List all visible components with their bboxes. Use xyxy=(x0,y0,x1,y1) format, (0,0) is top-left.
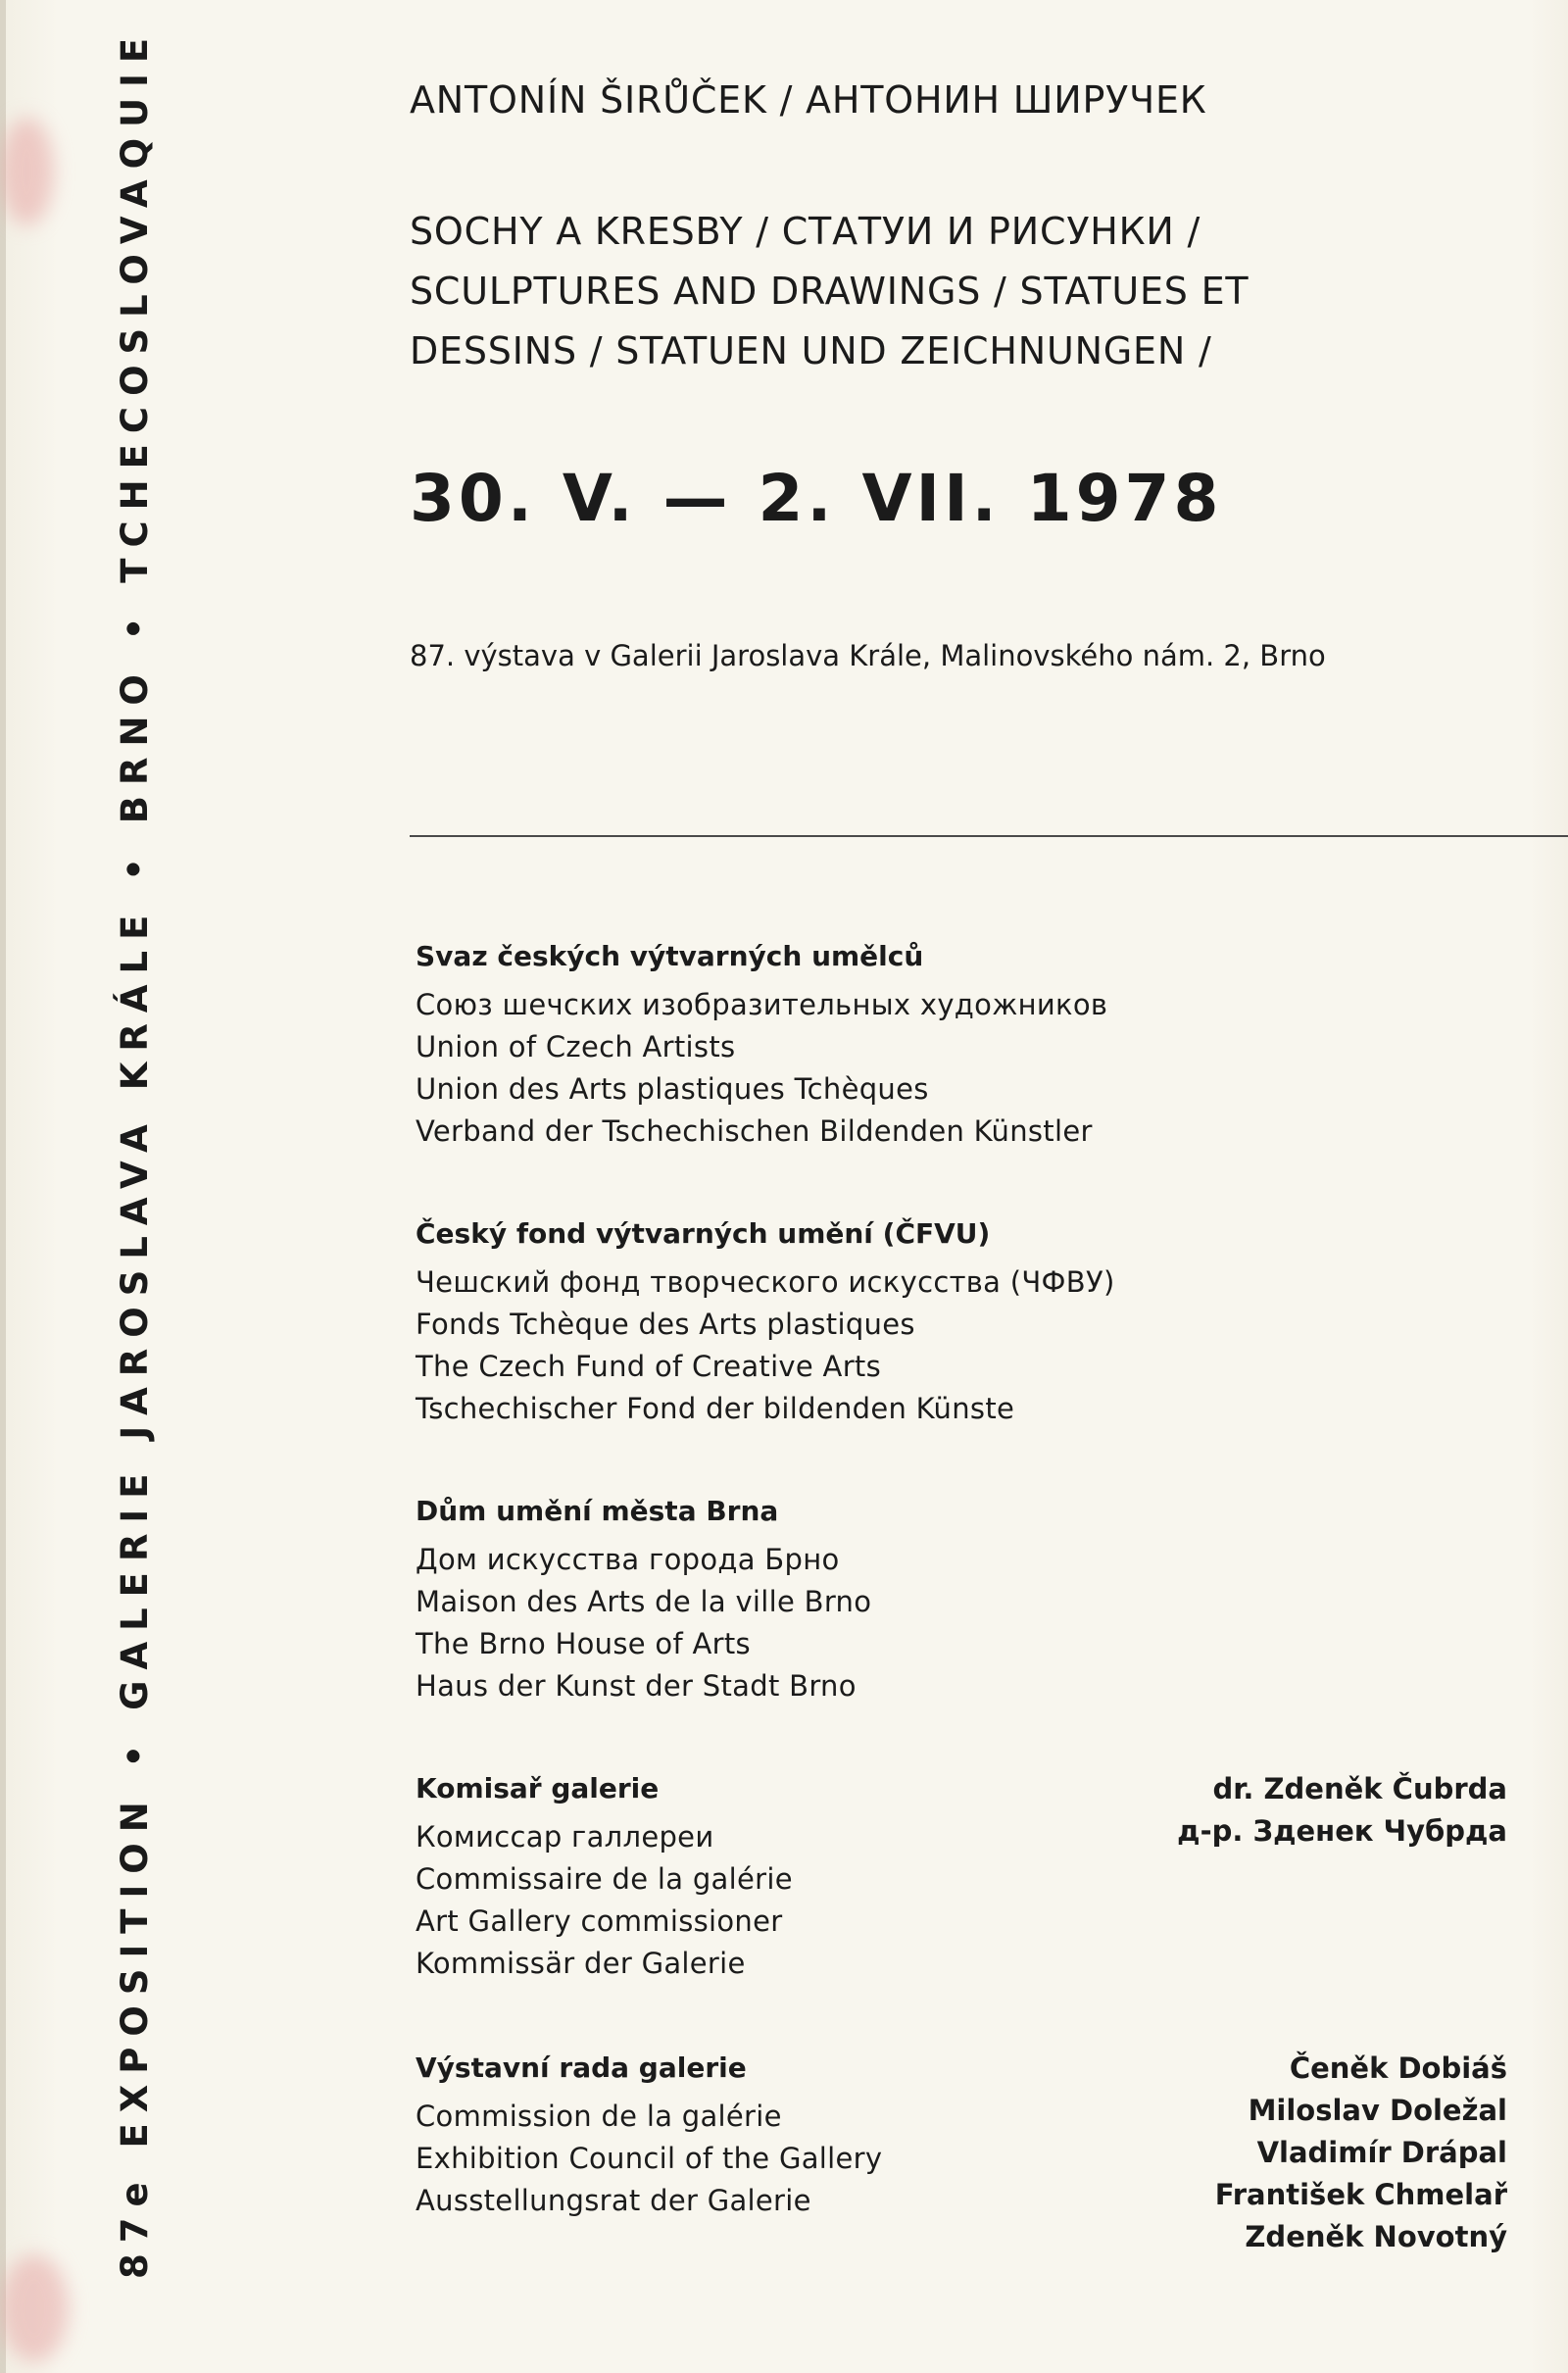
commissioner-name: dr. Zdeněk Čubrda xyxy=(1212,1772,1507,1805)
vertical-banner-text: 87e EXPOSITION • GALERIE JAROSLAVA KRÁLE • BRNO • TCHECOSLOVAQUIE xyxy=(114,26,156,2279)
organization-line: Чешский фонд творческого искусства (ЧФВУ) xyxy=(416,1265,1115,1299)
organization-line: Union des Arts plastiques Tchèques xyxy=(416,1072,929,1106)
section-divider xyxy=(410,835,1568,837)
page-edge xyxy=(0,0,6,2373)
organization-block-house xyxy=(416,1491,1435,1707)
vertical-banner xyxy=(41,26,218,2284)
exhibition-subtitle xyxy=(410,202,1448,381)
organization-title: Komisař galerie xyxy=(416,1772,660,1804)
organization-line: Verband der Tschechischen Bildenden Künstler xyxy=(416,1114,1093,1148)
organization-title: Svaz českých výtvarných umělců xyxy=(416,940,924,972)
organization-line: Maison des Arts de la ville Brno xyxy=(416,1585,872,1618)
subtitle-line-3: DESSINS / STATUEN UND ZEICHNUNGEN / xyxy=(410,329,1212,372)
artist-name: ANTONÍN ŠIRŮČEK / АНТОНИН ШИРУЧЕК xyxy=(410,78,1207,122)
council-member-name: Zdeněk Novotný xyxy=(1245,2220,1507,2253)
organization-line: The Brno House of Arts xyxy=(416,1627,751,1660)
organization-line: Союз шечских изобразительных художников xyxy=(416,988,1108,1021)
organization-line: Комиссар галлереи xyxy=(416,1820,714,1854)
organization-title: Dům umění města Brna xyxy=(416,1495,779,1527)
organization-title: Výstavní rada galerie xyxy=(416,2052,747,2084)
organization-line: Haus der Kunst der Stadt Brno xyxy=(416,1669,857,1703)
organization-line: Union of Czech Artists xyxy=(416,1030,736,1063)
organization-line: Commission de la galérie xyxy=(416,2100,782,2133)
organization-block-union xyxy=(416,936,1435,1153)
organization-line: Дом искусства города Брно xyxy=(416,1543,840,1576)
organization-block-fund xyxy=(416,1213,1435,1430)
council-member-name: Miloslav Doležal xyxy=(1248,2094,1507,2127)
subtitle-line-2: SCULPTURES AND DRAWINGS / STATUES ET xyxy=(410,270,1250,313)
subtitle-line-1: SOCHY A KRESBY / СТАТУИ И РИСУНКИ / xyxy=(410,210,1201,253)
council-member-name: Čeněk Dobiáš xyxy=(1289,2052,1507,2085)
organization-line: Kommissär der Galerie xyxy=(416,1947,746,1980)
council-names xyxy=(1135,2048,1507,2258)
document-content xyxy=(410,78,1507,2294)
council-member-name: Vladimír Drápal xyxy=(1256,2136,1507,2169)
organization-line: Commissaire de la galérie xyxy=(416,1862,793,1896)
exhibition-venue: 87. výstava v Galerii Jaroslava Krále, Malinovského nám. 2, Brno xyxy=(410,639,1326,672)
exhibition-date: 30. V. — 2. VII. 1978 xyxy=(410,461,1223,536)
organization-line: Art Gallery commissioner xyxy=(416,1904,783,1938)
commissioner-names xyxy=(1135,1768,1507,1853)
organization-line: Exhibition Council of the Gallery xyxy=(416,2142,883,2175)
organization-line: Fonds Tchèque des Arts plastiques xyxy=(416,1308,915,1341)
council-member-name: František Chmelař xyxy=(1214,2178,1507,2211)
organization-line: The Czech Fund of Creative Arts xyxy=(416,1350,881,1383)
organization-line: Tschechischer Fond der bildenden Künste xyxy=(416,1392,1015,1425)
organization-title: Český fond výtvarných umění (ČFVU) xyxy=(416,1217,991,1250)
organization-line: Ausstellungsrat der Galerie xyxy=(416,2184,811,2217)
commissioner-name: д-р. Зденек Чубрда xyxy=(1177,1814,1507,1848)
